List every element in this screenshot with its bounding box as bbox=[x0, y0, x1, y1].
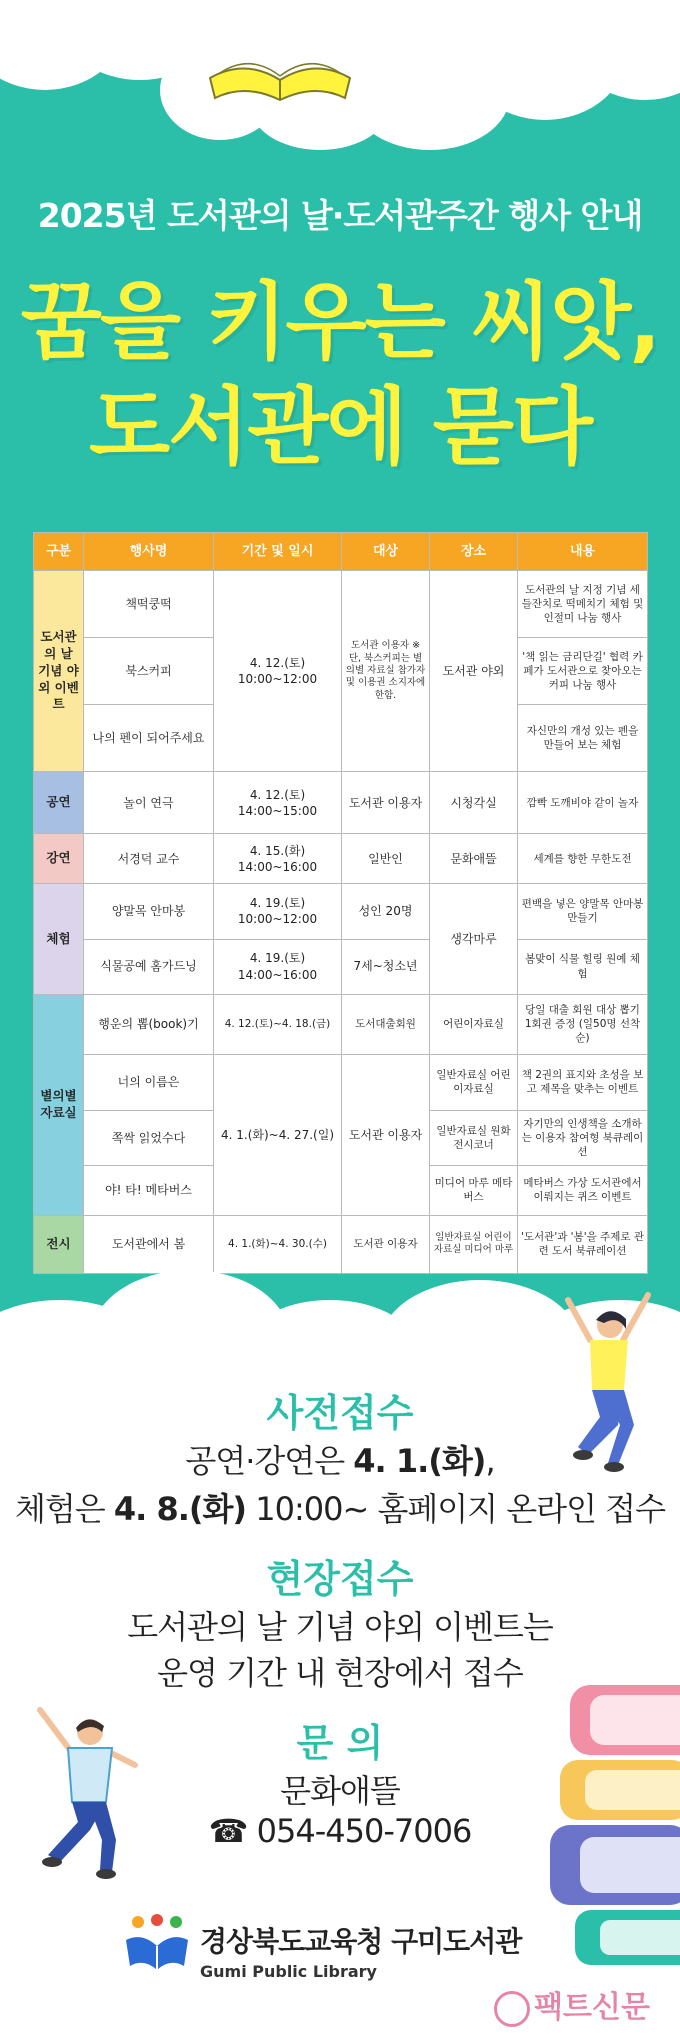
category-cell: 전시 bbox=[34, 1215, 84, 1273]
table-row bbox=[34, 1215, 648, 1273]
place-cell: 일반자료실 어린이자료실 bbox=[430, 1054, 518, 1110]
content-cell: 당일 대출 회원 대상 뽑기 1회권 증정 (일50명 선착순) bbox=[518, 994, 648, 1054]
period-cell: 4. 12.(토) 14:00~15:00 bbox=[214, 772, 342, 834]
newspaper-watermark: 팩트신문 bbox=[494, 1982, 670, 2030]
event-name-cell: 식물공예 홈가드닝 bbox=[84, 939, 214, 994]
open-book-illustration bbox=[205, 38, 355, 108]
event-schedule-table bbox=[33, 532, 647, 1274]
target-cell: 일반인 bbox=[342, 834, 430, 884]
period-cell: 4. 19.(토) 14:00~16:00 bbox=[214, 939, 342, 994]
onsite-registration-line-1: 도서관의 날 기념 야외 이벤트는 bbox=[127, 1608, 553, 1646]
event-name-cell: 도서관에서 봄 bbox=[84, 1215, 214, 1273]
event-name-cell: 놀이 연극 bbox=[84, 772, 214, 834]
event-name-cell: 나의 펜이 되어주세요 bbox=[84, 705, 214, 772]
pre-registration-line-2: 체험은 4. 8.(화) 10:00~ 홈페이지 온라인 접수 bbox=[14, 1490, 665, 1528]
target-cell: 도서대출회원 bbox=[342, 994, 430, 1054]
category-cell: 공연 bbox=[34, 772, 84, 834]
header-place: 장소 bbox=[430, 533, 518, 571]
table-row bbox=[34, 772, 648, 834]
jumping-boy-illustration bbox=[20, 1690, 150, 1880]
header-target: 대상 bbox=[342, 533, 430, 571]
content-cell: 봄맞이 식물 힐링 원예 체험 bbox=[518, 939, 648, 994]
period-cell: 4. 12.(토) 10:00~12:00 bbox=[214, 571, 342, 772]
place-cell: 미디어 마루 메타버스 bbox=[430, 1165, 518, 1215]
table-row bbox=[34, 1054, 648, 1110]
onsite-registration-line-2: 운영 기간 내 현장에서 접수 bbox=[157, 1654, 523, 1692]
table-row bbox=[34, 939, 648, 994]
header-period: 기간 및 일시 bbox=[214, 533, 342, 571]
content-cell: '책 읽는 금리단길' 협력 카페가 도서관으로 찾아오는 커피 나눔 행사 bbox=[518, 638, 648, 705]
event-name-cell: 쪽싹 읽었수다 bbox=[84, 1110, 214, 1165]
table-header-row bbox=[34, 533, 648, 571]
event-name-cell: 서경덕 교수 bbox=[84, 834, 214, 884]
event-name-cell: 행운의 뽑(book)기 bbox=[84, 994, 214, 1054]
place-cell: 시청각실 bbox=[430, 772, 518, 834]
period-cell: 4. 1.(화)~4. 27.(일) bbox=[214, 1054, 342, 1215]
event-name-cell: 책떡쿵떡 bbox=[84, 571, 214, 638]
table-row bbox=[34, 884, 648, 939]
target-cell: 성인 20명 bbox=[342, 884, 430, 939]
pre-registration-line-1: 공연·강연은 4. 1.(화), bbox=[185, 1442, 495, 1480]
target-cell: 도서관 이용자 bbox=[342, 772, 430, 834]
onsite-registration-title: 현장접수 bbox=[266, 1557, 414, 1601]
content-cell: 깜빡 도깨비야 같이 놀자 bbox=[518, 772, 648, 834]
inquiry-title: 문 의 bbox=[296, 1721, 384, 1765]
headline-line-2: 도서관에 묻다 bbox=[88, 378, 592, 476]
target-cell: 도서관 이용자 bbox=[342, 1054, 430, 1215]
event-name-cell: 야! 타! 메타버스 bbox=[84, 1165, 214, 1215]
event-name-cell: 양말목 안마봉 bbox=[84, 884, 214, 939]
content-cell: 편백을 넣은 양말목 안마봉 만들기 bbox=[518, 884, 648, 939]
inquiry-place: 문화애뜰 bbox=[280, 1772, 400, 1810]
place-cell: 생각마루 bbox=[430, 884, 518, 994]
content-cell: 세계를 향한 무한도전 bbox=[518, 834, 648, 884]
place-cell: 어린이자료실 bbox=[430, 994, 518, 1054]
content-cell: 책 2권의 표지와 초성을 보고 제목을 맞추는 이벤트 bbox=[518, 1054, 648, 1110]
content-cell: 자신만의 개성 있는 펜을 만들어 보는 체험 bbox=[518, 705, 648, 772]
headline-line-1: 꿈을 키우는 씨앗, bbox=[20, 273, 660, 371]
library-name: 경상북도교육청 구미도서관 bbox=[200, 1925, 522, 1958]
target-cell: 7세~청소년 bbox=[342, 939, 430, 994]
library-logo-icon bbox=[122, 1912, 192, 1976]
period-cell: 4. 1.(화)~4. 30.(수) bbox=[214, 1215, 342, 1273]
telephone-icon: ☎ bbox=[208, 1812, 257, 1850]
place-cell: 일반자료실 어린이자료실 미디어 마루 bbox=[430, 1215, 518, 1273]
event-name-cell: 북스커피 bbox=[84, 638, 214, 705]
header-event-name: 행사명 bbox=[84, 533, 214, 571]
library-logo bbox=[200, 1920, 521, 1981]
period-cell: 4. 15.(화) 14:00~16:00 bbox=[214, 834, 342, 884]
header-content: 내용 bbox=[518, 533, 648, 571]
category-cell: 별의별 자료실 bbox=[34, 994, 84, 1215]
content-cell: 자기만의 인생책을 소개하는 이용자 참여형 북큐레이션 bbox=[518, 1110, 648, 1165]
period-cell: 4. 19.(토) 10:00~12:00 bbox=[214, 884, 342, 939]
place-cell: 문화애뜰 bbox=[430, 834, 518, 884]
library-name-english: Gumi Public Library bbox=[200, 1962, 377, 1981]
pre-registration-title: 사전접수 bbox=[266, 1391, 414, 1435]
table-row bbox=[34, 994, 648, 1054]
content-cell: 도서관의 날 지정 기념 세들잔치로 떡메치기 체험 및 인절미 나눔 행사 bbox=[518, 571, 648, 638]
event-subtitle: 2025년 도서관의 날·도서관주간 행사 안내 bbox=[37, 196, 643, 235]
content-cell: 메타버스 가상 도서관에서 이뤄지는 퀴즈 이벤트 bbox=[518, 1165, 648, 1215]
event-name-cell: 너의 이름은 bbox=[84, 1054, 214, 1110]
target-cell: 도서관 이용자 bbox=[342, 1215, 430, 1273]
place-cell: 일반자료실 원화전시코너 bbox=[430, 1110, 518, 1165]
category-cell: 도서관의 날 기념 야외 이벤트 bbox=[34, 571, 84, 772]
table-row bbox=[34, 834, 648, 884]
period-cell: 4. 12.(토)~4. 18.(금) bbox=[214, 994, 342, 1054]
inquiry-phone: 054-450-7006 bbox=[256, 1812, 472, 1850]
content-cell: '도서관'과 '봄'을 주제로 관련 도서 북큐레이션 bbox=[518, 1215, 648, 1273]
category-cell: 강연 bbox=[34, 834, 84, 884]
stacked-books-illustration bbox=[550, 1665, 680, 1965]
header-category: 구분 bbox=[34, 533, 84, 571]
place-cell: 도서관 야외 bbox=[430, 571, 518, 772]
target-cell: 도서관 이용자 ※ 단, 북스커피는 별의별 자료실 참가자 및 이용권 소지자에 한함. bbox=[342, 571, 430, 772]
table-row bbox=[34, 571, 648, 638]
category-cell: 체험 bbox=[34, 884, 84, 994]
